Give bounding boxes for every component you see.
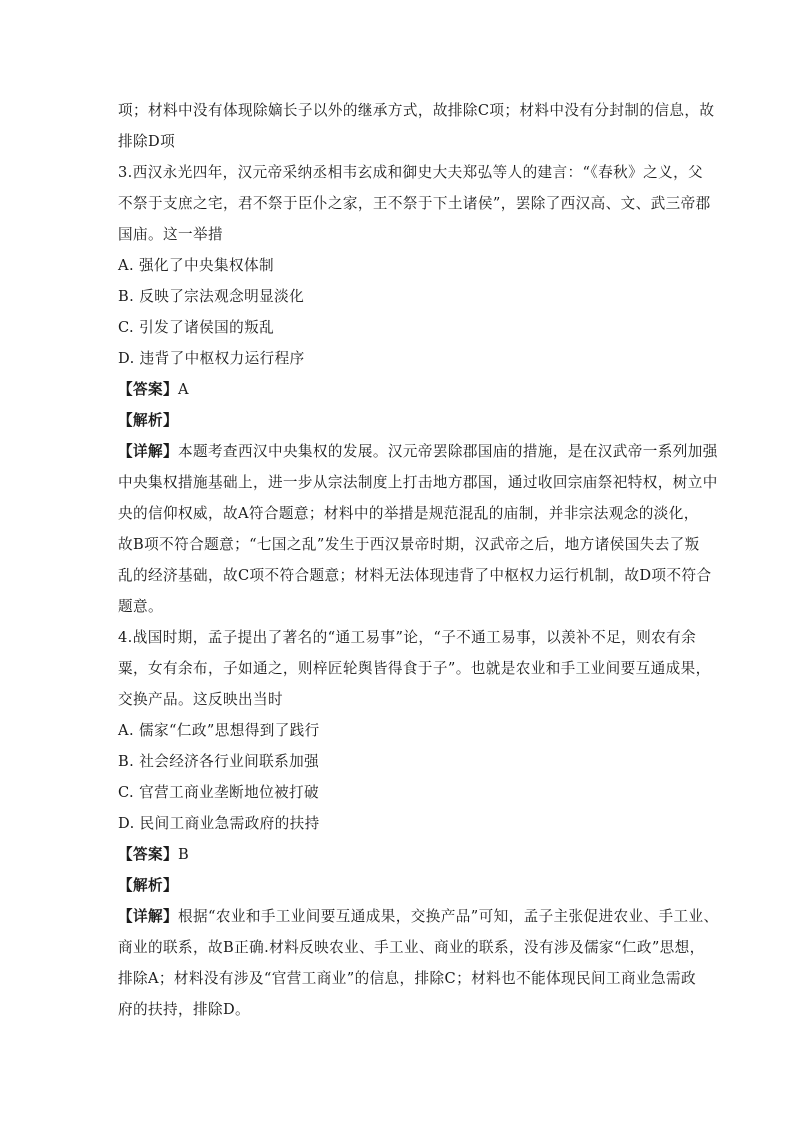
question3-detail-line: 乱的经济基础，故C项不符合题意；材料无法体现违背了中枢权力运行机制，故D项不符合 [118,567,712,584]
question3-option-c: C. 引发了诸侯国的叛乱 [118,319,275,336]
detail-text: 根据“农业和手工业间要互通成果，交换产品”可知，孟子主张促进农业、手工业、 [177,908,719,925]
question3-detail-line: 央的信仰权威，故A符合题意；材料中的举措是规范混乱的庙制，并非宗法观念的淡化， [118,505,699,522]
answer-value: A [177,381,189,398]
question3-stem-line: 国庙。这一举措 [118,226,223,243]
continuation-line: 项；材料中没有体现除嫡长子以外的继承方式，故排除C项；材料中没有分封制的信息，故 [118,102,715,119]
question4-stem-line: 交换产品。这反映出当时 [118,691,283,708]
question4-option-d: D. 民间工商业急需政府的扶持 [118,815,320,832]
question3-answer [118,380,678,400]
question3-analysis [118,411,678,431]
analysis-label: 【解析】 [118,877,178,894]
question4-option-c: C. 官营工商业垄断地位被打破 [118,784,320,801]
question4-stem-line: 4.战国时期，孟子提出了著名的“通工易事”论，“子不通工易事，以羡补不足，则农有余 [118,629,697,646]
continuation-line: 排除D项 [118,133,176,150]
question4-detail-line: 排除A；材料没有涉及“官营工商业”的信息，排除C；材料也不能体现民间工商业急需政 [118,970,697,987]
answer-label: 【答案】 [118,846,178,863]
question3-detail-line: 中央集权措施基础上，进一步从宗法制度上打击地方郡国，通过收回宗庙祭祀特权，树立中 [118,474,718,491]
question4-option-b: B. 社会经济各行业间联系加强 [118,753,320,770]
detail-label: 【详解】 [118,443,178,460]
question4-analysis [118,876,678,896]
question3-detail-line: 题意。 [118,598,163,615]
question4-stem-line: 粟，女有余布，子如通之，则梓匠轮舆皆得食于子”。也就是农业和手工业间要互通成果， [118,660,711,677]
question4-answer [118,845,678,865]
question4-detail-line: 商业的联系，故B正确.材料反映农业、手工业、商业的联系，没有涉及儒家“仁政”思想， [118,939,705,956]
answer-label: 【答案】 [118,381,178,398]
question3-option-b: B. 反映了宗法观念明显淡化 [118,288,305,305]
question3-stem-line: 不祭于支庶之宅，君不祭于臣仆之家，王不祭于下土诸侯”，罢除了西汉高、文、武三帝郡 [118,195,711,212]
question4-detail-line [118,907,719,927]
question4-detail-line: 府的扶持，排除D。 [118,1001,251,1018]
question3-option-d: D. 违背了中枢权力运行程序 [118,350,305,367]
question3-detail-line: 故B项不符合题意；“七国之乱”发生于西汉景帝时期，汉武帝之后，地方诸侯国失去了叛 [118,536,700,553]
question3-stem-line: 3.西汉永光四年，汉元帝采纳丞相韦玄成和御史大夫郑弘等人的建言：“《春秋》之义，父 [118,164,704,181]
analysis-label: 【解析】 [118,412,178,429]
question3-detail-line [118,442,718,462]
detail-text: 本题考查西汉中央集权的发展。汉元帝罢除郡国庙的措施，是在汉武帝一系列加强 [177,443,718,460]
question4-option-a: A. 儒家“仁政”思想得到了践行 [118,722,320,739]
detail-label: 【详解】 [118,908,178,925]
answer-value: B [177,846,190,863]
question3-option-a: A. 强化了中央集权体制 [118,257,274,274]
